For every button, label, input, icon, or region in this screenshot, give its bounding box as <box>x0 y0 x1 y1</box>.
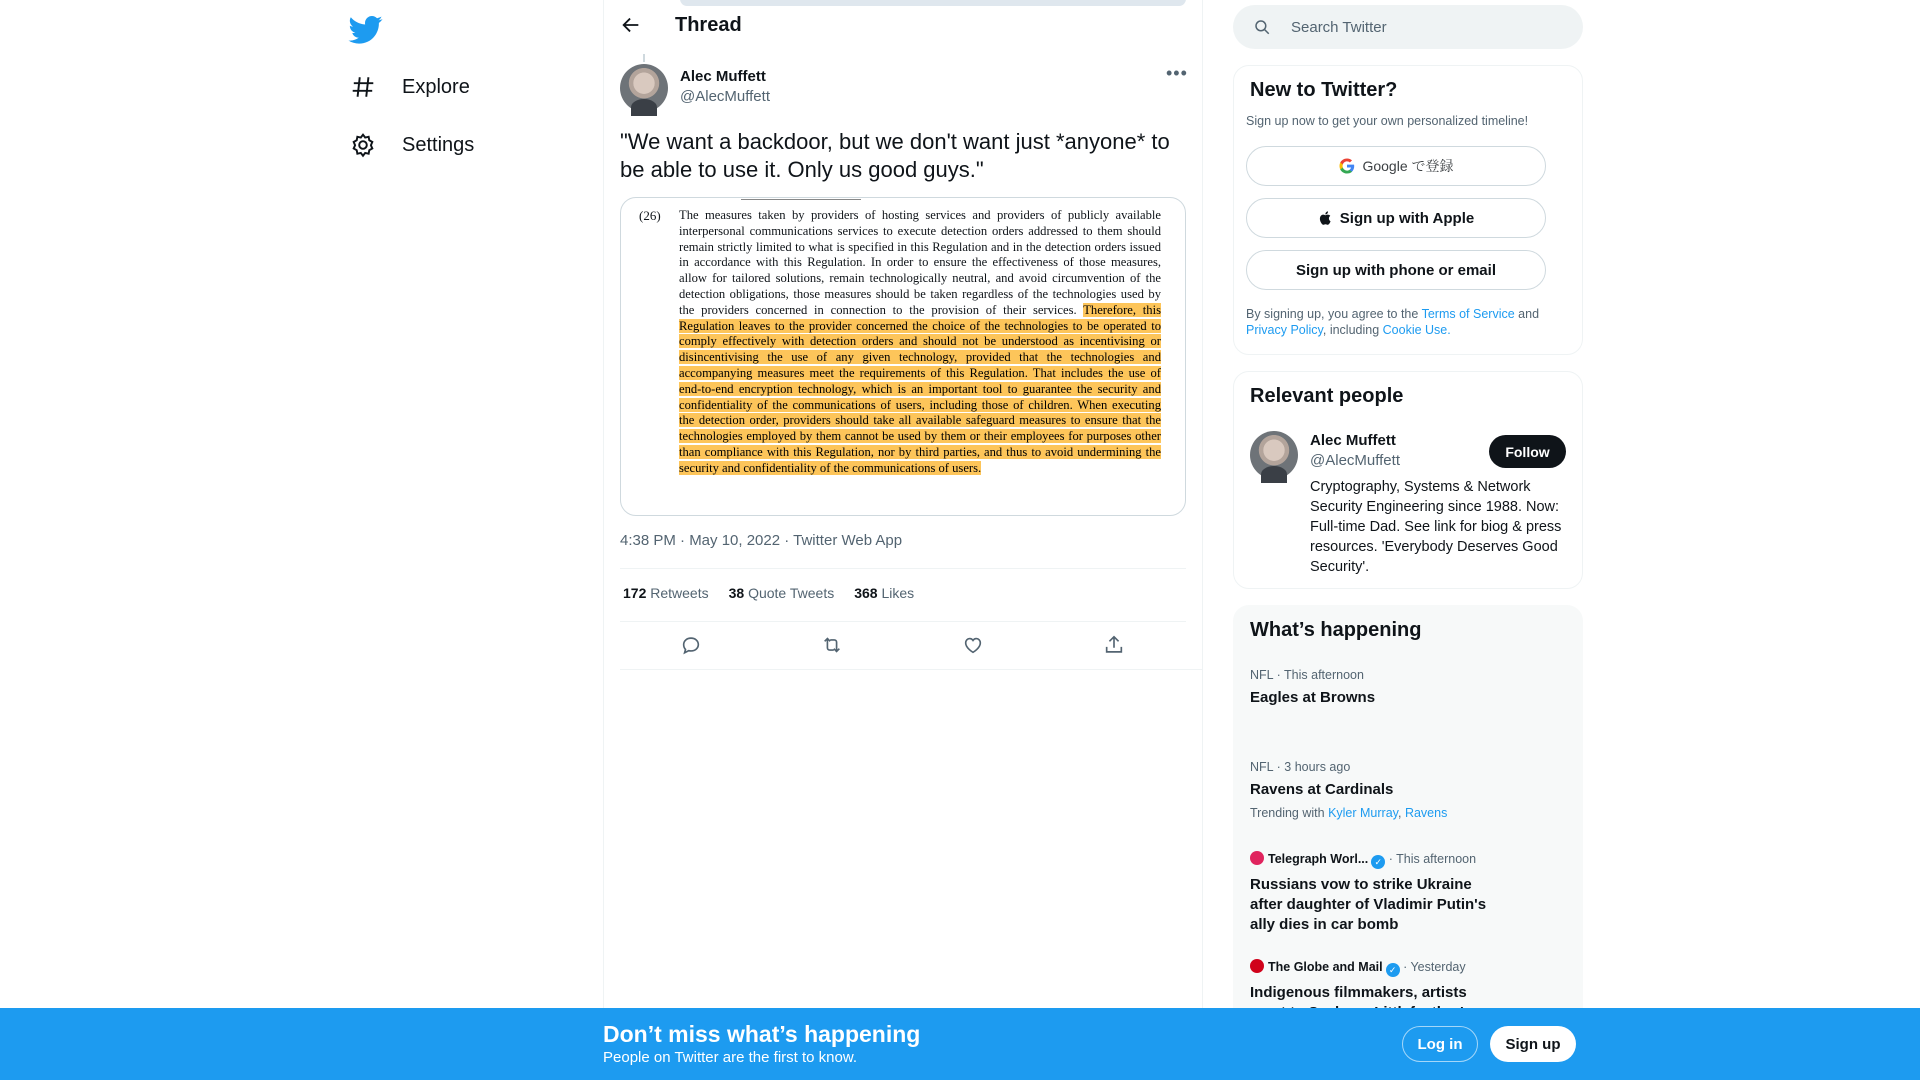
tweet-stats <box>623 585 914 601</box>
trend-meta: NFL · This afternoon <box>1250 668 1364 682</box>
signup-button[interactable]: Sign up <box>1490 1026 1576 1062</box>
relevant-person-avatar[interactable] <box>1250 431 1298 479</box>
trend-source: The Globe and Mail <box>1268 960 1383 974</box>
hashtag-icon <box>350 74 376 100</box>
retweet-icon[interactable] <box>821 634 843 656</box>
document-plain-text: The measures taken by providers of hosting services and providers of publicly available interpersonal communications services to execute detection orders addressed to them should remain strictly limited to what is specified in this Regulation and in the detection orders issued in accordance with this Regulation. In order to ensure the effectiveness of those measures, allow for tailored solutions, remain technologically neutral, and avoid circumvention of the detection obligations, those measures should be taken regardless of the technologies used by the providers concerned in connection to the provision of their services. <box>679 208 1161 317</box>
trend-time: 3 hours ago <box>1284 760 1351 774</box>
terms-link[interactable]: Terms of Service <box>1421 307 1515 321</box>
whats-happening-title: What’s happening <box>1250 619 1422 641</box>
trend-item[interactable] <box>1250 851 1550 935</box>
google-icon <box>1338 157 1356 175</box>
quotes-label: Quote Tweets <box>748 585 835 601</box>
banner-title: Don’t miss what’s happening <box>603 1021 921 1047</box>
google-signup-label: Google で登録 <box>1362 158 1454 174</box>
relevant-people-title: Relevant people <box>1250 385 1404 407</box>
trending-with: Trending with Kyler Murray, Ravens <box>1250 806 1448 820</box>
tweet-timestamp[interactable]: 4:38 PM · May 10, 2022 · Twitter Web App <box>620 532 903 549</box>
document-paragraph-number: (26) <box>639 208 661 223</box>
retweets-stat[interactable] <box>623 585 709 601</box>
quotes-stat[interactable] <box>729 585 835 601</box>
apple-signup-label: Sign up with Apple <box>1339 209 1475 227</box>
retweets-label: Retweets <box>650 585 709 601</box>
trend-item[interactable] <box>1250 668 1550 708</box>
thread-line <box>643 54 645 62</box>
signup-panel-title: New to Twitter? <box>1250 79 1398 101</box>
signup-banner <box>0 1008 1920 1080</box>
search-input[interactable] <box>1291 19 1541 36</box>
telegraph-logo-icon <box>1250 851 1264 865</box>
share-icon[interactable] <box>1103 634 1125 656</box>
retweets-count: 172 <box>623 585 647 601</box>
legal-prefix: By signing up, you agree to the <box>1246 307 1422 321</box>
author-avatar[interactable] <box>620 64 668 112</box>
nav-label-explore: Explore <box>402 75 470 98</box>
trend-meta: NFL · 3 hours ago <box>1250 760 1351 774</box>
cookie-link[interactable]: Cookie Use. <box>1382 323 1451 337</box>
trend-title: Indigenous filmmakers, artists <box>1250 984 1467 1001</box>
globe-and-mail-logo-icon <box>1250 959 1264 973</box>
gear-icon <box>350 132 376 158</box>
trend-source: Telegraph Worl... <box>1268 852 1369 866</box>
back-arrow-icon[interactable] <box>620 14 642 36</box>
login-button[interactable]: Log in <box>1402 1026 1478 1062</box>
trending-with-label: Trending with <box>1250 806 1325 820</box>
divider <box>620 621 1186 622</box>
apple-signup-button[interactable] <box>1246 198 1546 238</box>
relevant-person-name[interactable]: Alec Muffett <box>1310 432 1396 449</box>
divider <box>620 669 1203 670</box>
more-options-icon[interactable]: ••• <box>1166 63 1188 83</box>
trend-meta: The Globe and Mail ✓ · Yesterday <box>1250 959 1550 977</box>
signup-panel-subtitle: Sign up now to get your own personalized timeline! <box>1246 114 1529 128</box>
document-cut-line <box>741 190 861 200</box>
search-icon <box>1253 18 1271 36</box>
trend-title: Russians vow to strike Ukraine after daughter of Vladimir Putin's ally dies in car bomb <box>1250 876 1487 933</box>
trend-item[interactable] <box>1250 760 1550 820</box>
document-text <box>679 208 1161 477</box>
trend-title: Ravens at Cardinals <box>1250 781 1394 798</box>
trending-with-link[interactable]: Kyler Murray <box>1328 806 1398 820</box>
banner-subtitle: People on Twitter are the first to know. <box>603 1049 858 1066</box>
trend-time: Yesterday <box>1410 960 1466 974</box>
google-signup-button[interactable] <box>1246 146 1546 186</box>
trend-source: NFL <box>1250 760 1274 774</box>
nav-item-explore[interactable] <box>350 69 470 105</box>
verified-badge-icon: ✓ <box>1371 855 1385 869</box>
email-signup-button[interactable] <box>1246 250 1546 290</box>
like-icon[interactable] <box>962 634 984 656</box>
relevant-person-bio: Cryptography, Systems & Network Security Engineering since 1988. Now: Full-time Dad. See link for biog & press resources. 'Everybody Deserves Good Security'. <box>1310 479 1562 575</box>
trend-title: Eagles at Browns <box>1250 689 1376 706</box>
trend-item[interactable] <box>1250 959 1550 1008</box>
author-handle[interactable]: @AlecMuffett <box>680 88 770 105</box>
author-name[interactable]: Alec Muffett <box>680 68 766 85</box>
search-box[interactable] <box>1233 5 1583 49</box>
likes-label: Likes <box>881 585 915 601</box>
document-highlighted-text: Therefore, this Regulation leaves to the provider concerned the choice of the technologies to be operated to comply effectively with detection orders and should not be understood as incentivising or disincentivising the use of any given technology, provided that the technologies and accompanying measures meet the requirements of this Regulation. That includes the use of end-to-end encryption technology, which is an important tool to guarantee the security and confidentiality of the communications of users, including those of children. When executing the detection order, providers should take all available safeguard measures to ensure that the technologies employed by them cannot be used by them or their employees for purposes other than compliance with this Regulation, nor by third parties, and thus to avoid undermining the security and confidentiality of the communications of users. <box>679 302 1161 475</box>
quotes-count: 38 <box>728 585 745 601</box>
likes-count: 368 <box>854 585 878 601</box>
legal-including: , including <box>1322 323 1383 337</box>
trend-time: This afternoon <box>1284 668 1364 682</box>
email-signup-label: Sign up with phone or email <box>1295 261 1496 279</box>
tweet-image-document[interactable] <box>620 197 1186 516</box>
verified-badge-icon: ✓ <box>1386 963 1400 977</box>
likes-stat[interactable] <box>854 585 914 601</box>
divider <box>620 568 1186 569</box>
nav-label-settings: Settings <box>402 133 475 156</box>
trend-meta: Telegraph Worl... ✓ · This afternoon <box>1250 851 1550 869</box>
trend-time: This afternoon <box>1396 852 1477 866</box>
header-shadow <box>680 0 1186 6</box>
privacy-link[interactable]: Privacy Policy <box>1246 323 1323 337</box>
signup-legal <box>1246 306 1556 338</box>
relevant-person-handle[interactable]: @AlecMuffett <box>1310 452 1400 469</box>
twitter-logo-icon[interactable] <box>349 12 383 46</box>
reply-icon[interactable] <box>680 634 702 656</box>
tweet-text: "We want a backdoor, but we don't want just *anyone* to be able to use it. Only us good guys." <box>620 129 1170 182</box>
apple-icon <box>1318 210 1334 226</box>
follow-button[interactable]: Follow <box>1489 435 1566 468</box>
page-title: Thread <box>675 14 742 36</box>
trending-with-link[interactable]: Ravens <box>1404 806 1448 820</box>
nav-item-settings[interactable] <box>350 127 474 163</box>
legal-and: and <box>1514 307 1540 321</box>
trend-source: NFL <box>1250 668 1274 682</box>
